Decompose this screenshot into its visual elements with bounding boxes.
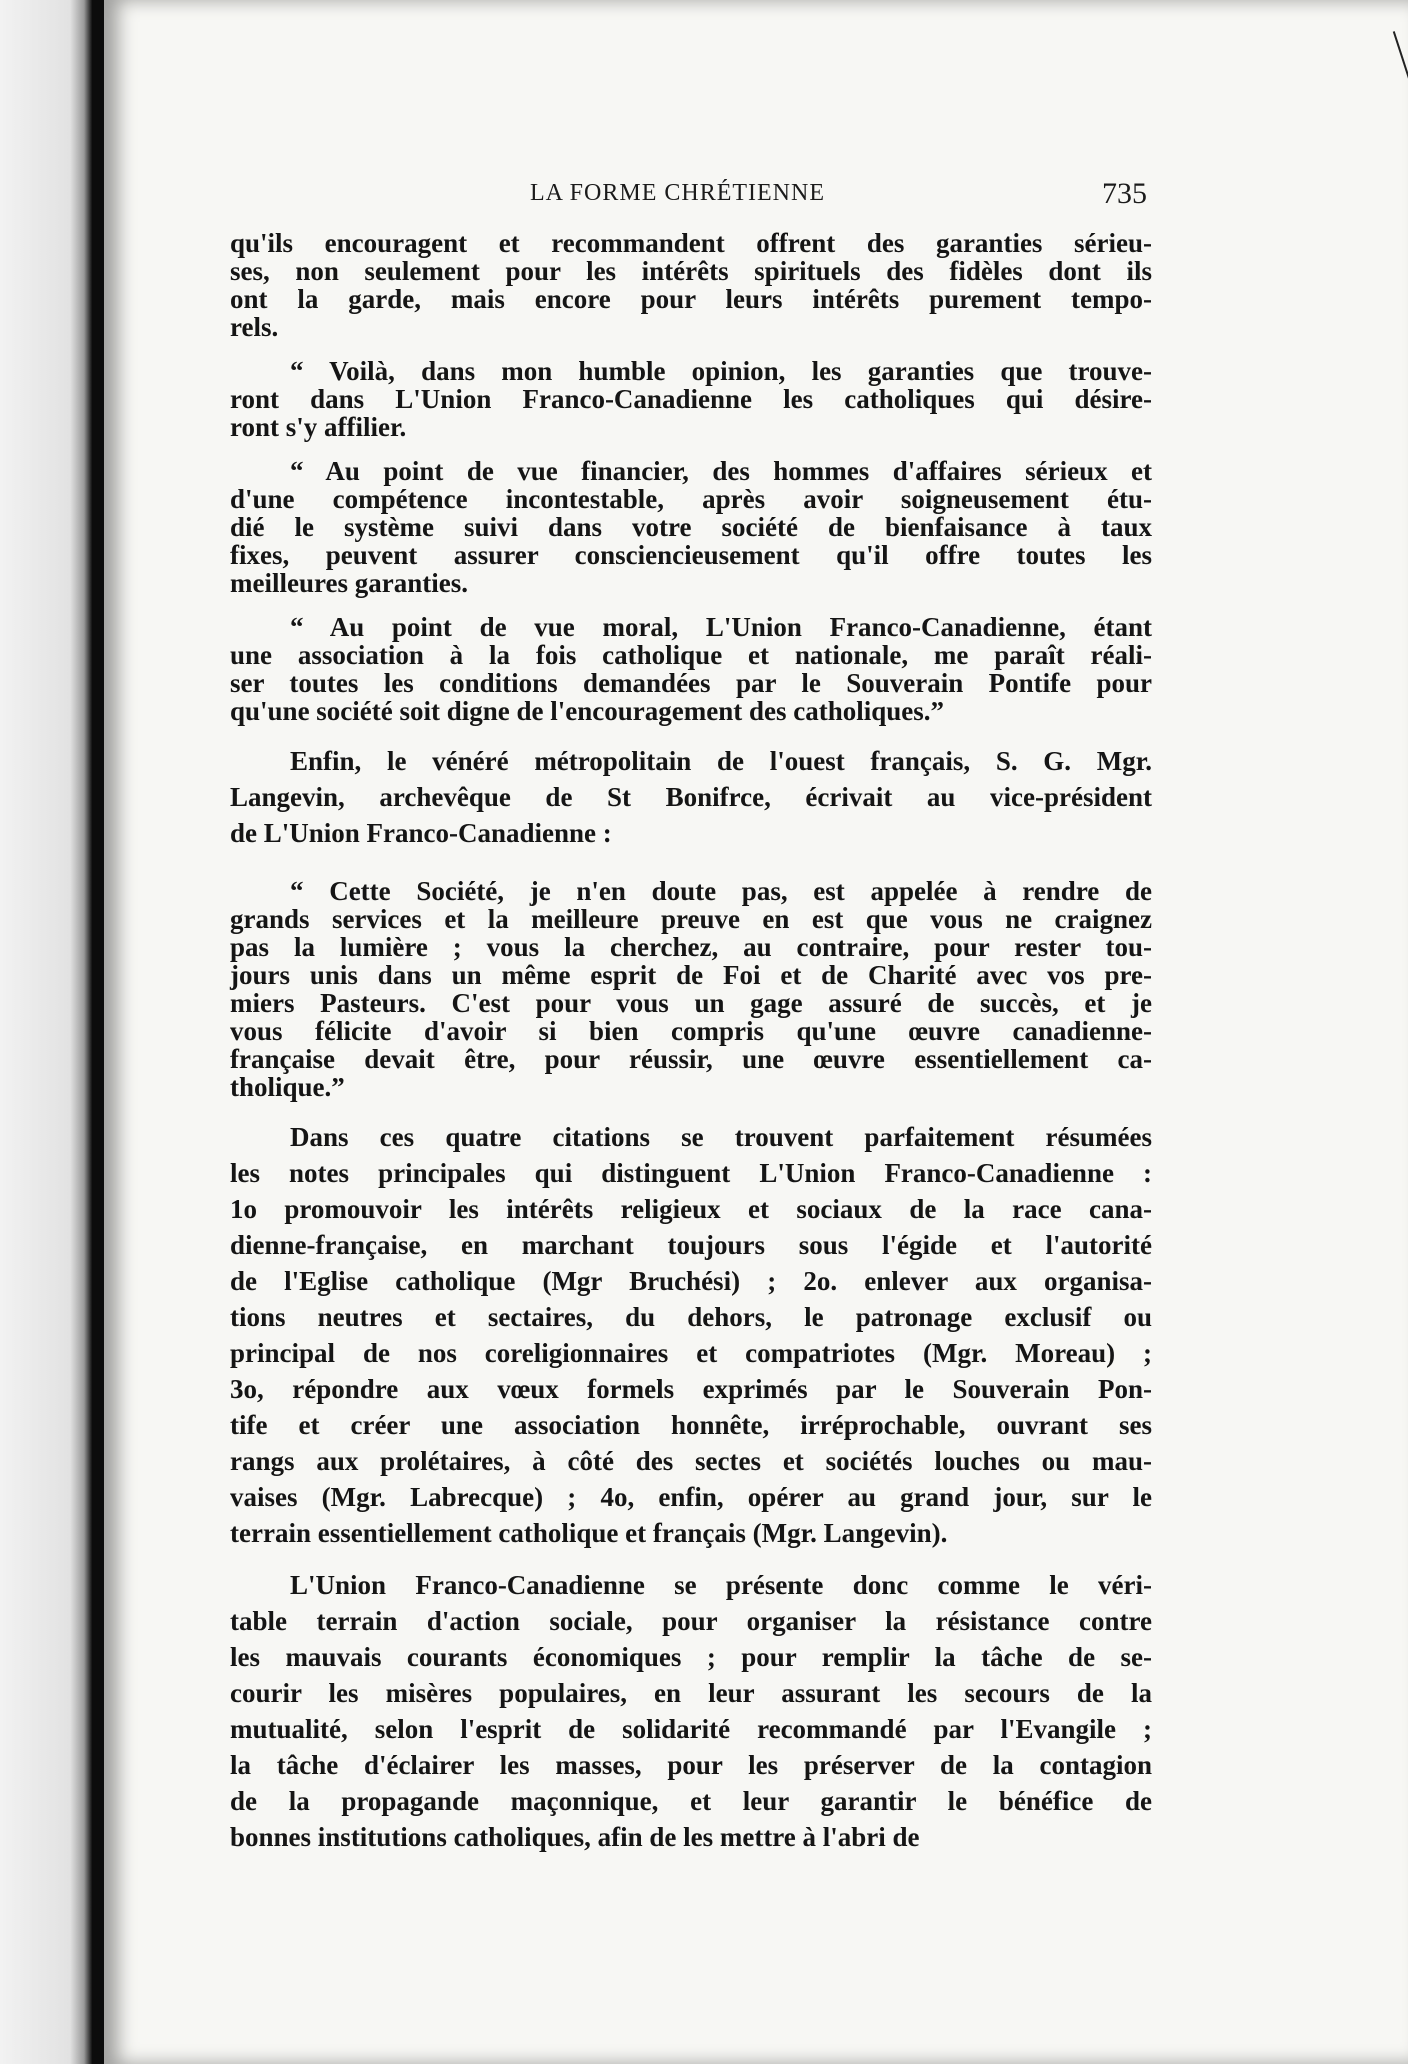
text-line: miers Pasteurs. C'est pour vous un gage assuré de succès, et je — [230, 988, 1152, 1018]
text-line: ont la garde, mais encore pour leurs intérêts purement tempo- — [230, 284, 1152, 314]
text-line: de l'Eglise catholique (Mgr Bruchési) ; 2o. enlever aux organisa- — [230, 1266, 1152, 1296]
text-line: française devait être, pour réussir, une œuvre essentiellement ca- — [230, 1044, 1152, 1074]
text-line: de la propagande maçonnique, et leur garantir le bénéfice de — [230, 1786, 1152, 1816]
text-line: ront s'y affilier. — [230, 412, 407, 442]
text-line: dié le système suivi dans votre société de bienfaisance à taux — [230, 512, 1152, 542]
quoted-paragraph — [230, 230, 1152, 342]
text-line: “ Au point de vue moral, L'Union Franco-Canadienne, étant — [290, 612, 1152, 642]
text-line: L'Union Franco-Canadienne se présente donc comme le véri- — [290, 1570, 1152, 1600]
quoted-paragraph — [230, 878, 1152, 1102]
text-line: tife et créer une association honnête, irréprochable, ouvrant ses — [230, 1410, 1152, 1440]
text-line: qu'ils encouragent et recommandent offrent des garanties sérieu- — [230, 228, 1152, 258]
text-line: ront dans L'Union Franco-Canadienne les catholiques qui désire- — [230, 384, 1152, 414]
text-line: vous félicite d'avoir si bien compris qu'une œuvre canadienne- — [230, 1016, 1152, 1046]
text-line: “ Au point de vue financier, des hommes d'affaires sérieux et — [290, 456, 1152, 486]
text-line: grands services et la meilleure preuve en est que vous ne craignez — [230, 904, 1152, 934]
text-line: vaises (Mgr. Labrecque) ; 4o, enfin, opérer au grand jour, sur le — [230, 1482, 1152, 1512]
text-line: les mauvais courants économiques ; pour remplir la tâche de se- — [230, 1642, 1152, 1672]
text-line: Dans ces quatre citations se trouvent parfaitement résumées — [290, 1122, 1152, 1152]
text-line: jours unis dans un même esprit de Foi et de Charité avec vos pre- — [230, 960, 1152, 990]
paragraph-gap — [230, 1102, 1152, 1124]
body-paragraph — [230, 748, 1152, 856]
text-line: rangs aux prolétaires, à côté des sectes et sociétés louches ou mau- — [230, 1446, 1152, 1476]
text-line: terrain essentiellement catholique et français (Mgr. Langevin). — [230, 1518, 948, 1548]
page-corner-mark — [1393, 31, 1408, 89]
text-line: d'une compétence incontestable, après avoir soigneusement étu- — [230, 484, 1152, 514]
running-head: LA FORME CHRÉTIENNE — [530, 180, 825, 206]
paragraph-gap — [230, 726, 1152, 748]
text-line: meilleures garanties. — [230, 568, 468, 598]
text-line: la tâche d'éclairer les masses, pour les préserver de la contagion — [230, 1750, 1152, 1780]
text-line: dienne-française, en marchant toujours sous l'égide et l'autorité — [230, 1230, 1152, 1260]
text-line: bonnes institutions catholiques, afin de les mettre à l'abri de — [230, 1822, 920, 1852]
text-line: mutualité, selon l'esprit de solidarité recommandé par l'Evangile ; — [230, 1714, 1152, 1744]
text-line: 1o promouvoir les intérêts religieux et sociaux de la race cana- — [230, 1194, 1152, 1224]
text-line: principal de nos coreligionnaires et compatriotes (Mgr. Moreau) ; — [230, 1338, 1152, 1368]
text-line: Langevin, archevêque de St Bonifrce, écrivait au vice-président — [230, 782, 1152, 812]
quoted-paragraph — [230, 458, 1152, 598]
text-block — [230, 230, 1152, 1860]
text-line: les notes principales qui distinguent L'Union Franco-Canadienne : — [230, 1158, 1152, 1188]
text-line: tholique.” — [230, 1072, 345, 1102]
body-paragraph — [230, 1572, 1152, 1860]
left-page-edge — [0, 0, 92, 2064]
quoted-paragraph — [230, 358, 1152, 442]
body-paragraph — [230, 1124, 1152, 1556]
text-line: fixes, peuvent assurer consciencieusement qu'il offre toutes les — [230, 540, 1152, 570]
text-line: ses, non seulement pour les intérêts spirituels des fidèles dont ils — [230, 256, 1152, 286]
text-line: Enfin, le vénéré métropolitain de l'ouest français, S. G. Mgr. — [290, 746, 1152, 776]
text-line: de L'Union Franco-Canadienne : — [230, 818, 612, 848]
quoted-paragraph — [230, 614, 1152, 726]
text-line: courir les misères populaires, en leur assurant les secours de la — [230, 1678, 1152, 1708]
text-line: table terrain d'action sociale, pour organiser la résistance contre — [230, 1606, 1152, 1636]
text-line: ser toutes les conditions demandées par le Souverain Pontife pour — [230, 668, 1152, 698]
text-line: rels. — [230, 312, 279, 342]
text-line: qu'une société soit digne de l'encouragement des catholiques.” — [230, 696, 944, 726]
text-line: pas la lumière ; vous la cherchez, au contraire, pour rester tou- — [230, 932, 1152, 962]
paragraph-gap — [230, 856, 1152, 878]
text-line: une association à la fois catholique et nationale, me paraît réali- — [230, 640, 1152, 670]
text-line: 3o, répondre aux vœux formels exprimés par le Souverain Pon- — [230, 1374, 1152, 1404]
text-line: “ Voilà, dans mon humble opinion, les garanties que trouve- — [290, 356, 1152, 386]
text-line: tions neutres et sectaires, du dehors, le patronage exclusif ou — [230, 1302, 1152, 1332]
text-line: “ Cette Société, je n'en doute pas, est appelée à rendre de — [290, 876, 1152, 906]
page-number: 735 — [1102, 177, 1147, 210]
